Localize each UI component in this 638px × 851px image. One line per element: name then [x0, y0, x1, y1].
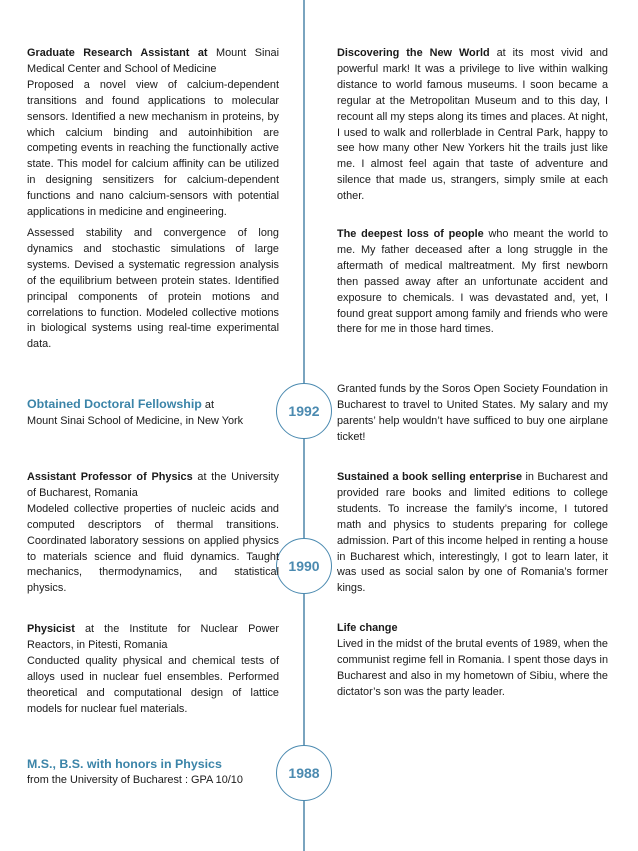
position-title: Assistant Professor of Physics [27, 471, 193, 483]
section-title: Sustained a book selling enterprise [337, 471, 523, 483]
graduate-research-section [27, 46, 279, 353]
section-text: Granted funds by the Soros Open Society Foundation in Bucharest to travel to United States. My salary and my parents’ help wouldn’t have sufficed to buy one airplane ticket! [337, 383, 608, 443]
position-title: Physicist [27, 623, 75, 635]
fellowship-section [27, 397, 279, 430]
milestone-title: Obtained Doctoral Fellowship [27, 397, 202, 411]
milestone-org: Mount Sinai School of Medicine, in New York [27, 414, 244, 427]
physicist-section [27, 622, 279, 717]
loss-section [337, 227, 608, 338]
milestone-org: from the University of Bucharest : GPA 10/10 [27, 773, 243, 786]
year-circle-1988 [276, 745, 332, 801]
section-text: in Bucharest and provided rare books and limited editions to college students. To increase the family’s income, I tutored math and physics to students preparing for college admission. Part of this income helped in renting a house in Bucharest which, interestingly, I got to learn later, it was used as social salon by one of Romania’s former kings. [337, 471, 608, 595]
position-org: at the Institute for Nuclear Power Reactors, in Pitesti, Romania [27, 623, 279, 651]
degree-section [27, 757, 279, 789]
position-description: Modeled collective properties of nucleic acids and computed descriptors of thermal transitions. Coordinated laboratory sessions on applied physics to materials science and fluid dynamics. Taught mechanics, thermodynamics, and statistical physics. [27, 502, 279, 595]
milestone-at: at [201, 399, 214, 411]
section-title: The deepest loss of people [337, 228, 484, 240]
section-title: Discovering the New World [337, 47, 490, 59]
assistant-professor-section [27, 470, 279, 597]
section-text: who meant the world to me. My father deceased after a long struggle in the aftermath of medical maltreatment. My first newborn then passed away after an unfortunate accident and exposure to chemicals. I was devastated and, yet, I found great support among family and friends who were there for me in those hard times. [337, 228, 608, 336]
position-org: Mount Sinai Medical Center and School of Medicine [27, 47, 280, 75]
year-circle-1992 [276, 383, 332, 439]
position-org: at the University of Bucharest, Romania [27, 471, 279, 499]
year-label: 1992 [288, 403, 320, 419]
position-description: Conducted quality physical and chemical tests of alloys used in nuclear fuel ensembles. Performed theoretical and computational design of lattice models for nuclear fuel materials. [27, 654, 279, 715]
year-label: 1990 [288, 558, 320, 574]
life-change-section [337, 621, 608, 701]
year-circle-1990 [276, 538, 332, 594]
position-description: Proposed a novel view of calcium-dependent transitions and found applications to molecular sensors. Identified a new mechanism in proteins, by which calcium binding and autoinhibition are competing events in reaching the functionally active state. This model for calcium affinity can be utilized in designing sensitizers for calcium-dependent functions and nano calcium-sensors with potential applications in medicine and engineering. [27, 78, 279, 219]
year-label: 1988 [288, 765, 320, 781]
section-text: at its most vivid and powerful mark! It was a privilege to live within walking distance to world famous museums. I soon became a regular at the Metropolitan Museum and to this day, I recount all my steps along its times and places. At night, I used to walk and rollerblade in Central Park, happy to see how many other New Yorkers hit the trails just like me. I almost feel again that taste of adventure and silence that made us, strangers, simply smile at each other. [337, 47, 608, 203]
section-title: Life change [337, 622, 398, 634]
section-text: Lived in the midst of the brutal events of 1989, when the communist regime fell in Romania. I spent those days in Bucharest and also in my hometown of Sibiu, where the dictator’s son was the party leader. [337, 637, 608, 698]
position-description-2: Assessed stability and convergence of long dynamics and stochastic simulations of large systems. Devised a systematic regression analysis of the equilibrium between protein states. Identified principal components of protein motions and correlations to function. Modeled collective motions in biological systems using real-time experimental data. [27, 226, 279, 351]
milestone-title: M.S., B.S. with honors in Physics [27, 757, 222, 771]
funds-section [337, 382, 608, 446]
new-world-section [337, 46, 608, 205]
bookselling-section [337, 470, 608, 597]
position-title: Graduate Research Assistant at [27, 47, 208, 59]
